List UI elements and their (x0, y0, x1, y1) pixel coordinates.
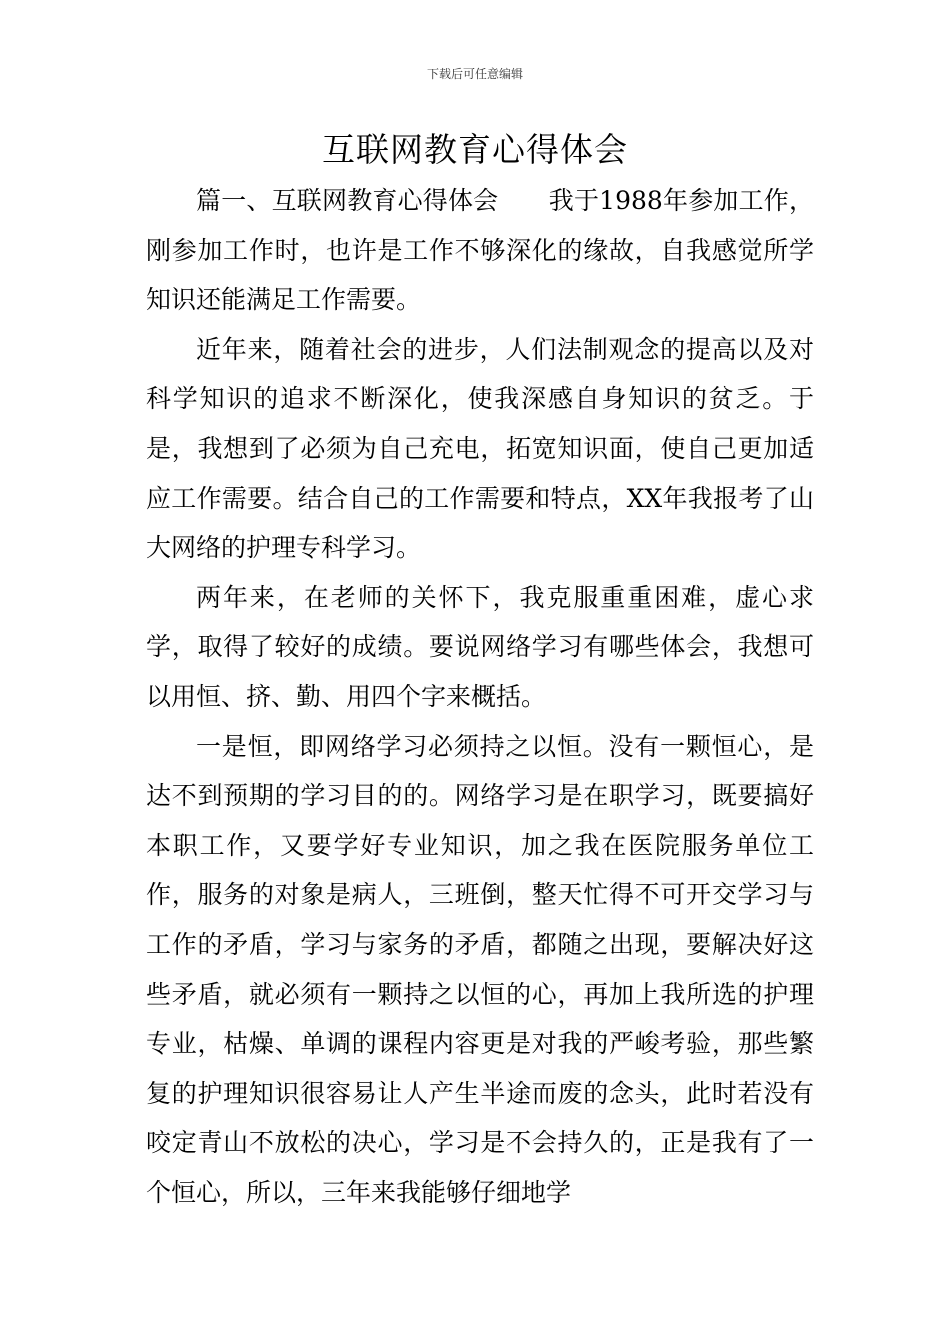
paragraph-1: 篇一、互联网教育心得体会 我于1988年参加工作，刚参加工作时，也许是工作不够深化的缘故，自我感觉所学知识还能满足工作需要。 (146, 186, 814, 315)
document-title: 互联网教育心得体会 (322, 130, 628, 169)
document-body (146, 176, 814, 1217)
paragraph-4: 一是恒，即网络学习必须持之以恒。没有一颗恒心，是达不到预期的学习目的的。网络学习是在职学习，既要搞好本职工作，又要学好专业知识，加之我在医院服务单位工作，服务的对象是病人，三班倒，整天忙得不可开交学习与工作的矛盾，学习与家务的矛盾，都随之出现，要解决好这些矛盾，就必须有一颗持之以恒的心，再加上我所选的护理专业，枯燥、单调的课程内容更是对我的严峻考验，那些繁复的护理知识很容易让人产生半途而废的念头，此时若没有咬定青山不放松的决心，学习是不会持久的，正是我有了一个恒心，所以，三年来我能够仔细地学 (146, 731, 814, 1207)
header-note: 下载后可任意编辑 (426, 67, 523, 81)
paragraph-3: 两年来，在老师的关怀下，我克服重重困难，虚心求学，取得了较好的成绩。要说网络学习有哪些体会，我想可以用恒、挤、勤、用四个字来概括。 (146, 582, 814, 711)
paragraph-2: 近年来，随着社会的进步，人们法制观念的提高以及对科学知识的追求不断深化，使我深感自身知识的贫乏。于是，我想到了必须为自己充电，拓宽知识面，使自己更加适应工作需要。结合自己的工作需要和特点，XX年我报考了山大网络的护理专科学习。 (146, 334, 814, 563)
